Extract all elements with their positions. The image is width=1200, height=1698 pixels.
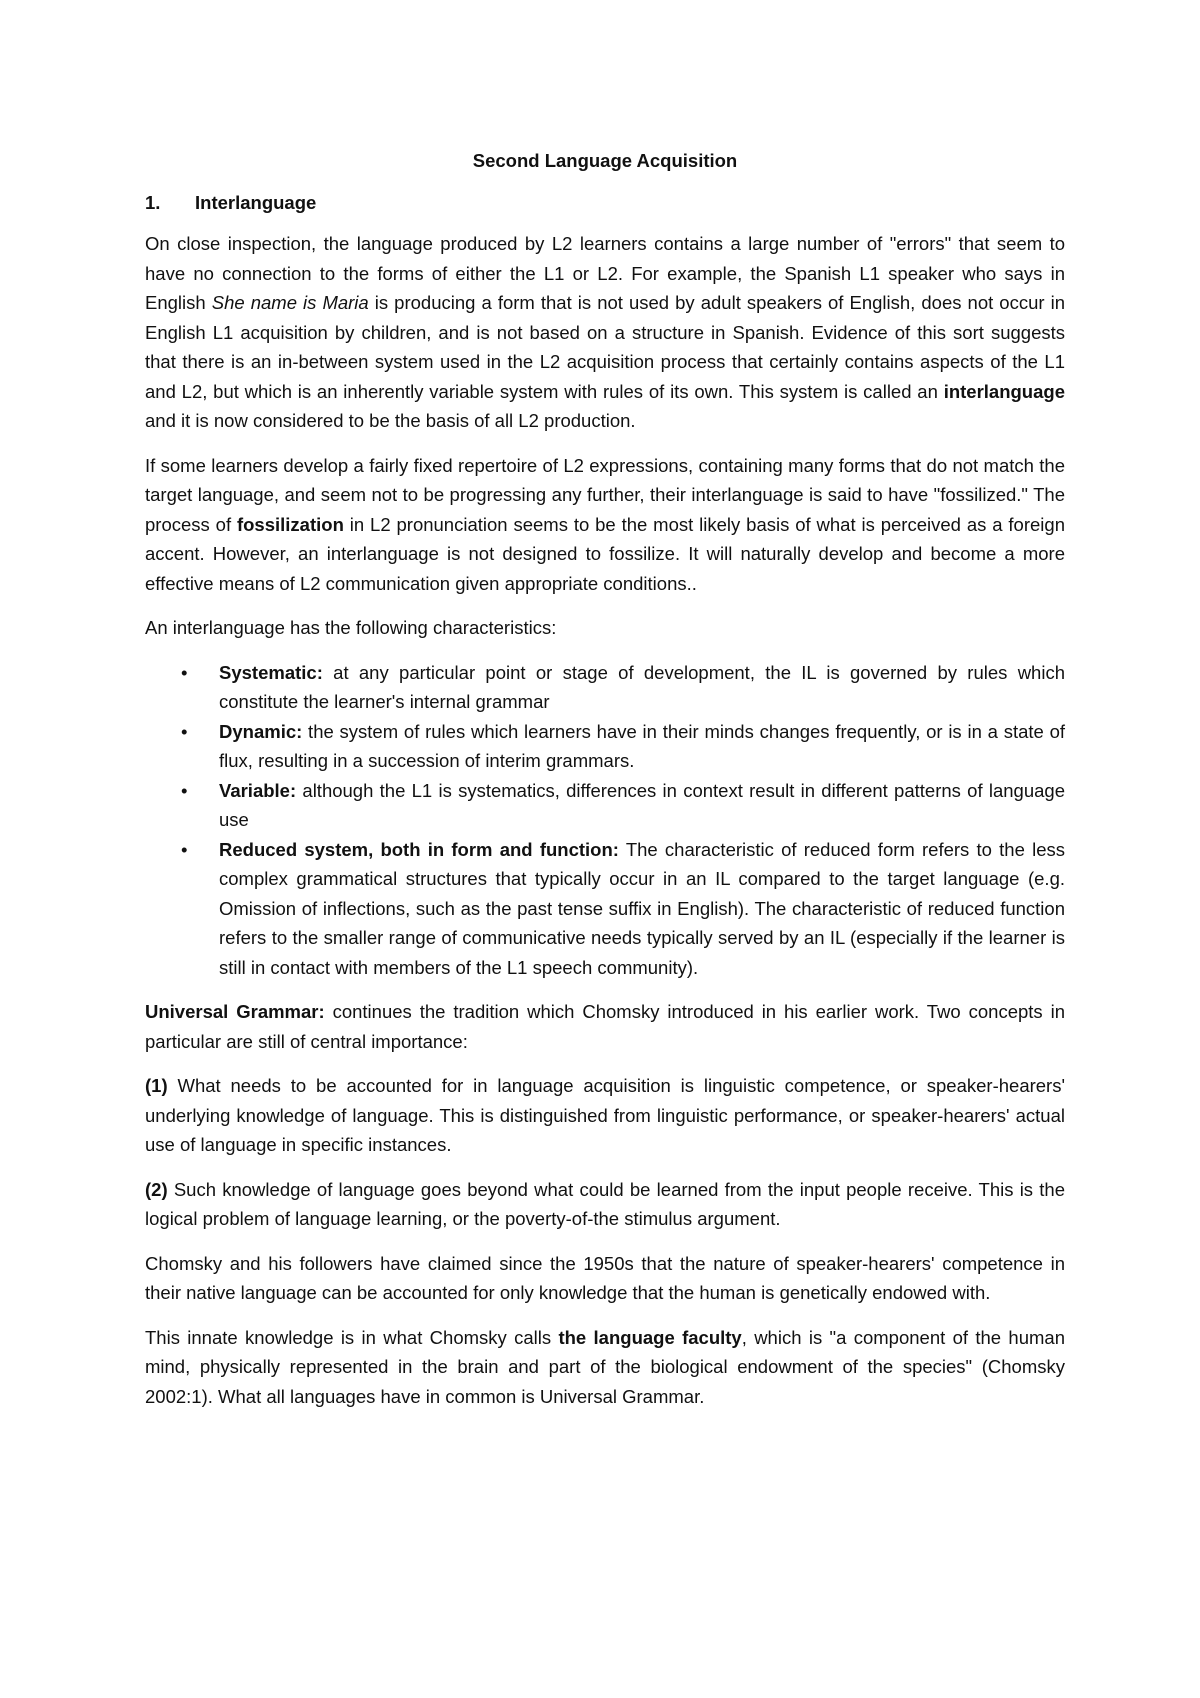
paragraph-concept-2 [145,1175,1065,1234]
paragraph-text: If some learners develop a fairly fixed repertoire of L2 expressions, containing many forms that do not match the target language, and seem not to be progressing any further, their interlanguage is said to have "fossilized." The process of [145,454,1065,535]
list-item-term: Reduced system, both in form and function: [219,838,619,860]
paragraph-text: in L2 pronunciation seems to be the most likely basis of what is perceived as a foreign accent. However, an interlanguage is not designed to fossilize. It will naturally develop and become a more effective means of L2 communication given appropriate conditions.. [145,513,1065,594]
list-item [145,776,1065,835]
paragraph-universal-grammar [145,997,1065,1056]
paragraph-text: continues the tradition which Chomsky introduced in his earlier work. Two concepts in particular are still of central importance: [145,1001,1065,1052]
concept-number: (2) [145,1178,168,1200]
paragraph-text: On close inspection, the language produced by L2 learners contains a large number of "errors" that seem to have no connection to the forms of either the L1 or L2. For example, the Spanish L1 speaker who says in English [145,233,1065,313]
paragraph-characteristics-intro: An interlanguage has the following characteristics: [145,617,557,638]
paragraph-text: Such knowledge of language goes beyond what could be learned from the input people receive. This is the logical problem of language learning, or the poverty-of-the stimulus argument. [145,1178,1065,1229]
paragraph-fossilization [145,451,1065,599]
list-item-text: although the L1 is systematics, differences in context result in different patterns of language use [219,779,1065,830]
list-item-term: Variable: [219,779,297,801]
example-sentence: She name is Maria [211,292,369,313]
paragraph-interlanguage-intro [145,229,1065,436]
list-item-term: Dynamic: [219,720,303,742]
page-title: Second Language Acquisition [472,150,738,171]
paragraph-text: is producing a form that is not used by adult speakers of English, does not occur in English L1 acquisition by children, and is not based on a structure in Spanish. Evidence of this sort suggests that there is an in-between system used in the L2 acquisition process that certainly contains aspects of the L1 and L2, but which is an inherently variable system with rules of its own. This system is called an [145,292,1065,402]
paragraph-text: and it is now considered to be the basis of all L2 production. [145,410,636,431]
section-heading-text: Interlanguage [195,191,317,213]
bullet-icon: • [181,779,188,801]
paragraph-text: This innate knowledge is in what Chomsky calls [145,1326,559,1348]
list-item [145,658,1065,717]
paragraph-chomsky-claim: Chomsky and his followers have claimed since the 1950s that the nature of speaker-hearers' competence in their native language can be accounted for only knowledge that the human is genetically endowed with. [145,1252,1065,1303]
section-number: 1. [145,191,161,213]
list-item [145,835,1065,983]
bullet-icon: • [181,720,188,742]
paragraph-concept-1 [145,1071,1065,1160]
characteristics-list [145,658,1065,983]
list-item-text: the system of rules which learners have in their minds changes frequently, or is in a state of flux, resulting in a succession of interim grammars. [219,720,1065,771]
paragraph-text: What needs to be accounted for in language acquisition is linguistic competence, or speaker-hearers' underlying knowledge of language. This is distinguished from linguistic performance, or speaker-hearers' actual use of language in specific instances. [145,1075,1065,1155]
concept-number: (1) [145,1075,168,1096]
list-item-text: The characteristic of reduced form refers to the less complex grammatical structures that typically occur in an IL compared to the target language (e.g. Omission of inflections, such as the past tense suffix in English). The characteristic of reduced function refers to the smaller range of communicative needs typically served by an IL (especially if the learner is still in contact with members of the L1 speech community). [219,838,1065,978]
bullet-icon: • [181,838,188,860]
bullet-icon: • [181,661,188,683]
term-interlanguage: interlanguage [943,380,1065,402]
list-item-text: at any particular point or stage of development, the IL is governed by rules which constitute the learner's internal grammar [219,661,1065,712]
list-item [145,717,1065,776]
term-language-faculty: the language faculty [558,1326,742,1348]
list-item-term: Systematic: [219,661,323,683]
paragraph-text: , which is "a component of the human mind, physically represented in the brain and part of the biological endowment of the species" (Chomsky 2002:1). What all languages have in common is Universal Grammar. [145,1326,1065,1407]
document-page [145,146,1065,1426]
section-heading [145,188,1065,218]
term-universal-grammar: Universal Grammar: [145,1001,325,1022]
term-fossilization: fossilization [236,513,344,535]
paragraph-language-faculty [145,1323,1065,1412]
